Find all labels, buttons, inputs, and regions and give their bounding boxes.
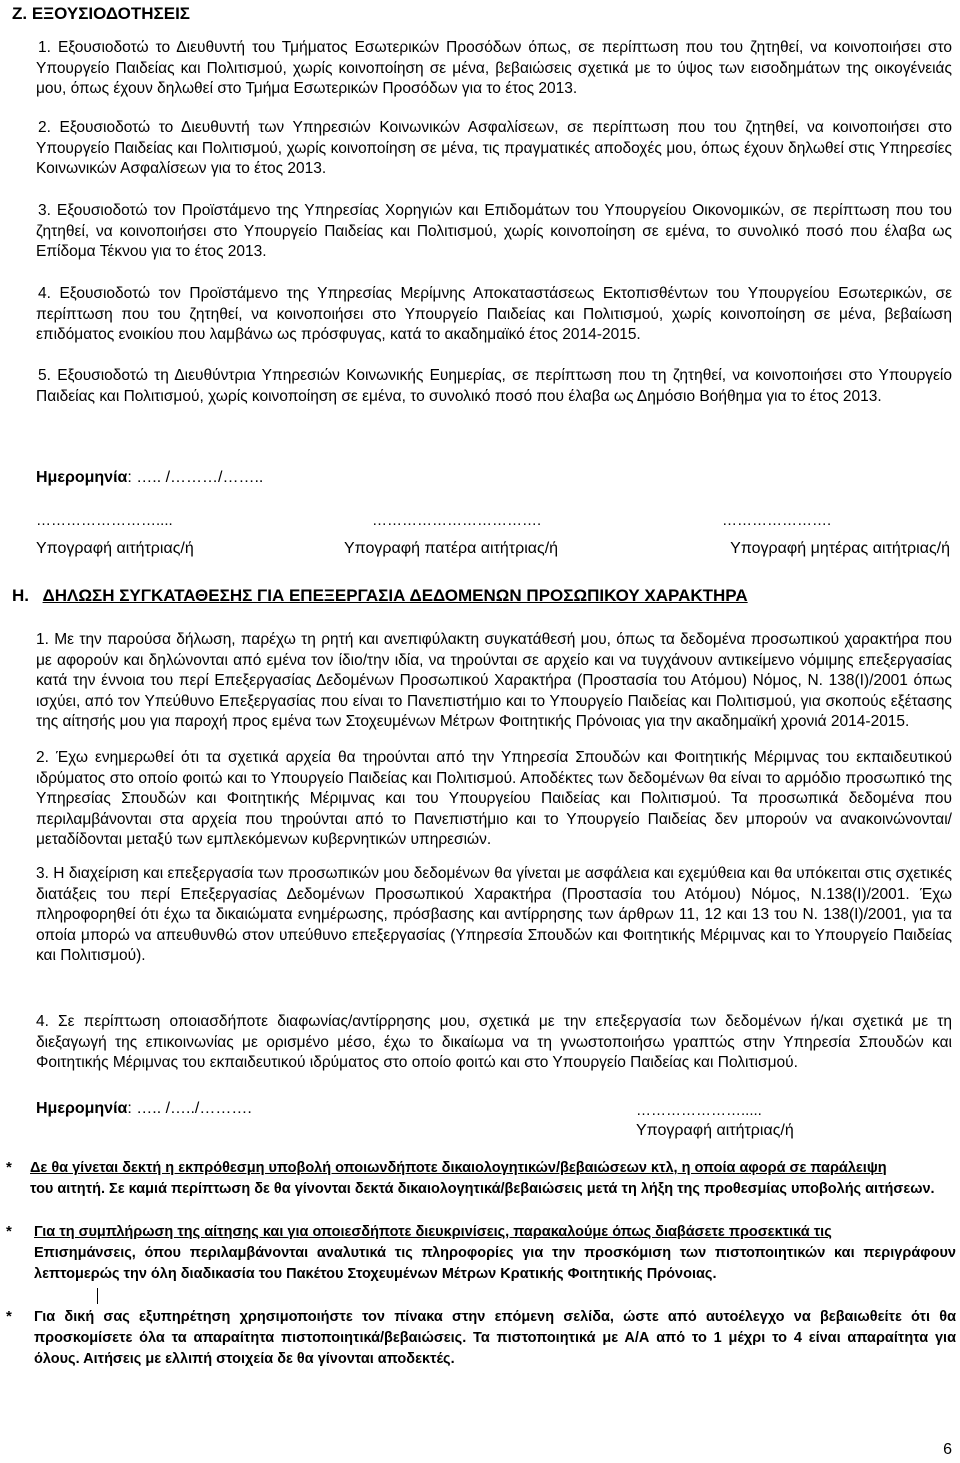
- note-1: [30, 1158, 956, 1200]
- section-h-heading: ΔΗΛΩΣΗ ΣΥΓΚΑΤΑΘΕΣΗΣ ΓΙΑ ΕΠΕΞΕΡΓΑΣΙΑ ΔΕΔΟΜΕΝΩΝ ΠΡΟΣΩΠΙΚΟΥ ΧΑΡΑΚΤΗΡΑ: [42, 586, 748, 605]
- date-value-h: : ….. /…../……….: [127, 1100, 252, 1117]
- signature-dots-applicant[interactable]: ……………………....: [36, 512, 173, 529]
- note-2-rest: Επισημάνσεις, όπου περιλαμβάνονται αναλυτικά τις πληροφορίες για την προσκόμιση των πιστοποιητικών και περιγράφουν λεπτομερώς την όλη διαδικασία του Πακέτου Στοχευμένων Μέτρων Κρατικής Φοιτητικής Πρόνοιας.: [34, 1245, 956, 1282]
- authorization-1: 1. Εξουσιοδοτώ το Διευθυντή του Τμήματος Εσωτερικών Προσόδων όπως, σε περίπτωση που του ζητηθεί, να κοινοποιήσει στο Υπουργείο Παιδείας και Πολιτισμού, χωρίς κοινοποίηση σε μένα, βεβαιώσεις σχετικά με το ύψος των εισοδημάτων της οικογένειάς μου, όπως έχουν δηλωθεί στο Τμήμα Εσωτερικών Προσόδων για το έτος 2013.: [36, 39, 952, 97]
- date-label: Ημερομηνία: [36, 469, 128, 486]
- signature-dots-consent[interactable]: ………………….....: [636, 1102, 762, 1119]
- consent-2: 2. Έχω ενημερωθεί ότι τα σχετικά αρχεία θα τηρούνται από την Υπηρεσία Σπουδών και Φοιτητικής Μέριμνας του εκπαιδευτικού ιδρύματος στο οποίο φοιτώ και το Υπουργείο Παιδείας και Πολιτισμού. Αποδέκτες των δεδομένων θα είναι το αρμόδιο προσωπικό της Υπηρεσίας Σπουδών και Φοιτητικής Μέριμνας και του Υπουργείου Παιδείας και Πολιτισμού. Τα προσωπικά δεδομένα που περιλαμβάνονται στα αρχεία που τηρούνται από το Πανεπιστήμιο και το Υπουργείο Παιδείας δεν μπορούν να ανακοινώνονται/μεταδίδονται μεταξύ των εμπλεκόμενων κυβερνητικών υπηρεσιών.: [36, 749, 952, 848]
- authorization-2: 2. Εξουσιοδοτώ το Διευθυντή των Υπηρεσιών Κοινωνικών Ασφαλίσεων, σε περίπτωση που του ζητηθεί, να κοινοποιήσει στο Υπουργείο Παιδείας και Πολιτισμού, χωρίς κοινοποίηση σε μένα, τις πραγματικές αποδοχές μου, όπως έχουν δηλωθεί στις Υπηρεσίες Κοινωνικών Ασφαλίσεων για το έτος 2013.: [36, 119, 952, 177]
- consent-3: 3. Η διαχείριση και επεξεργασία των προσωπικών μου δεδομένων θα γίνεται με ασφάλεια και εχεμύθεια και θα υπόκειται στις σχετικές διατάξεις του περί Επεξεργασίας Δεδομένων Προσωπικού Χαρακτήρα (Προστασία του Ατόμου) Νόμος, Ν.138(Ι)/2001. Έχω πληροφορηθεί ότι έχω τα δικαιώματα ενημέρωσης, πρόσβασης και αντίρρησης των άρθρων 11, 12 και 13 του Ν. 138(Ι)/2001, για τα οποία μπορώ να απευθυνθώ στον υπεύθυνο επεξεργασίας (Υπηρεσία Σπουδών και Φοιτητικής Μέριμνας και το Υπουργείο Παιδείας και Πολιτισμού).: [36, 865, 952, 964]
- signature-label-applicant: Υπογραφή αιτήτριας/ή: [36, 540, 194, 557]
- date-line-z[interactable]: [36, 469, 263, 487]
- section-h-prefix: Η.: [12, 586, 43, 605]
- note-1-star: *: [6, 1159, 12, 1176]
- signature-label-mother: Υπογραφή μητέρας αιτήτριας/ή: [730, 540, 950, 557]
- note-3-star: *: [6, 1308, 12, 1325]
- note-1-underlined: Δε θα γίνεται δεκτή η εκπρόθεσμη υποβολή οποιωνδήποτε δικαιολογητικών/βεβαιώσεων κτλ, η οποία αφορά σε παράλειψη: [30, 1160, 887, 1176]
- signature-label-consent: Υπογραφή αιτήτριας/ή: [636, 1122, 794, 1139]
- note-3: Για δική σας εξυπηρέτηση χρησιμοποιήστε τον πίνακα στην επόμενη σελίδα, ώστε από αυτοέλεγχο να βεβαιωθείτε ότι θα προσκομίσετε όλα τα απαραίτητα πιστοποιητικά/βεβαιώσεις. Τα πιστοποιητικά με Α/Α από το 1 μέχρι το 4 είναι απαραίτητα για όλους. Αιτήσεις με ελλιπή στοιχεία δε θα γίνονται αποδεκτές.: [34, 1309, 956, 1367]
- consent-4: 4. Σε περίπτωση οποιασδήποτε διαφωνίας/αντίρρησης μου, σχετικά με την επεξεργασία των δεδομένων ή/και σχετικά με τη διεξαγωγή της επικοινωνίας με ορισμένο μέσο, έχω το δικαίωμα να τη γνωστοποιήσω γραπτώς στην Υπηρεσία Σπουδών και Φοιτητικής Μέριμνας του εκπαιδευτικού ιδρύματος στο οποίο φοιτώ και στο Υπουργείο Παιδείας και Πολιτισμού.: [36, 1013, 952, 1071]
- authorization-4: 4. Εξουσιοδοτώ τον Προϊστάμενο της Υπηρεσίας Μερίμνης Αποκαταστάσεως Εκτοπισθέντων του Υπουργείου Εσωτερικών, σε περίπτωση που του ζητηθεί, να κοινοποιήσει στο Υπουργείο Παιδείας και Πολιτισμού, χωρίς κοινοποίηση σε μένα, βεβαίωση επιδόματος ενοικίου που λαμβάνω ως πρόσφυγας, κατά το ακαδημαϊκό έτος 2014-2015.: [36, 285, 952, 343]
- note-1-rest: του αιτητή. Σε καμιά περίπτωση δε θα γίνονται δεκτά δικαιολογητικά/βεβαιώσεις μετά τη λήξη της προθεσμίας υποβολής αιτήσεων.: [30, 1181, 935, 1197]
- note-2: [34, 1222, 956, 1285]
- text-cursor: [97, 1288, 98, 1304]
- section-z-title: Ζ. ΕΞΟΥΣΙΟΔΟΤΗΣΕΙΣ: [12, 4, 191, 23]
- signature-dots-father[interactable]: …………………………….: [372, 512, 542, 529]
- authorization-5: 5. Εξουσιοδοτώ τη Διευθύντρια Υπηρεσιών Κοινωνικής Ευημερίας, σε περίπτωση που τη ζητηθεί, να κοινοποιήσει στο Υπουργείο Παιδείας και Πολιτισμού, χωρίς κοινοποίηση σε εμένα, το συνολικό ποσό που έλαβα ως Δημόσιο Βοήθημα για το έτος 2013.: [36, 367, 952, 405]
- signature-dots-mother[interactable]: ………………….: [722, 512, 832, 529]
- page-number: 6: [943, 1441, 952, 1458]
- authorization-3: 3. Εξουσιοδοτώ τον Προϊστάμενο της Υπηρεσίας Χορηγιών και Επιδομάτων του Υπουργείου Οικονομικών, σε περίπτωση που του ζητηθεί, να κοινοποιήσει στο Υπουργείο Παιδείας και Πολιτισμού, χωρίς κοινοποίηση σε εμένα, το συνολικό ποσό που έλαβα ως Επίδομα Τέκνου για το έτος 2013.: [36, 202, 952, 260]
- date-line-h[interactable]: [36, 1100, 252, 1118]
- note-2-underlined: Για τη συμπλήρωση της αίτησης και για οποιεσδήποτε διευκρινίσεις, παρακαλούμε όπως διαβάσετε προσεκτικά τις: [34, 1224, 832, 1240]
- section-h-title: [12, 586, 748, 606]
- consent-1: 1. Με την παρούσα δήλωση, παρέχω τη ρητή και ανεπιφύλακτη συγκατάθεσή μου, όπως τα δεδομένα προσωπικού χαρακτήρα που με αφορούν και δηλώνονται από εμένα τον ίδιο/την ιδία, να τηρούνται σε αρχείο και να τυγχάνουν αντικείμενο νόμιμης επεξεργασίας κατά την έννοια του περί Επεξεργασίας Δεδομένων Προσωπικού Χαρακτήρα (Προστασία του Ατόμου) Νόμος, Ν. 138(Ι)/2001 όπως ισχύει, από τον Υπεύθυνο Επεξεργασίας που είναι το Πανεπιστήμιο και το Υπουργείο Παιδείας και Πολιτισμού, για σκοπούς εξέτασης της αίτησής μου για παροχή προς εμένα των Στοχευμένων Μέτρων Φοιτητικής Πρόνοιας για την ακαδημαϊκή χρονιά 2014-2015.: [36, 631, 952, 730]
- note-2-star: *: [6, 1223, 12, 1240]
- date-label-h: Ημερομηνία: [36, 1100, 128, 1117]
- date-value: : ….. /………/……..: [127, 469, 264, 486]
- signature-label-father: Υπογραφή πατέρα αιτήτριας/ή: [344, 540, 559, 557]
